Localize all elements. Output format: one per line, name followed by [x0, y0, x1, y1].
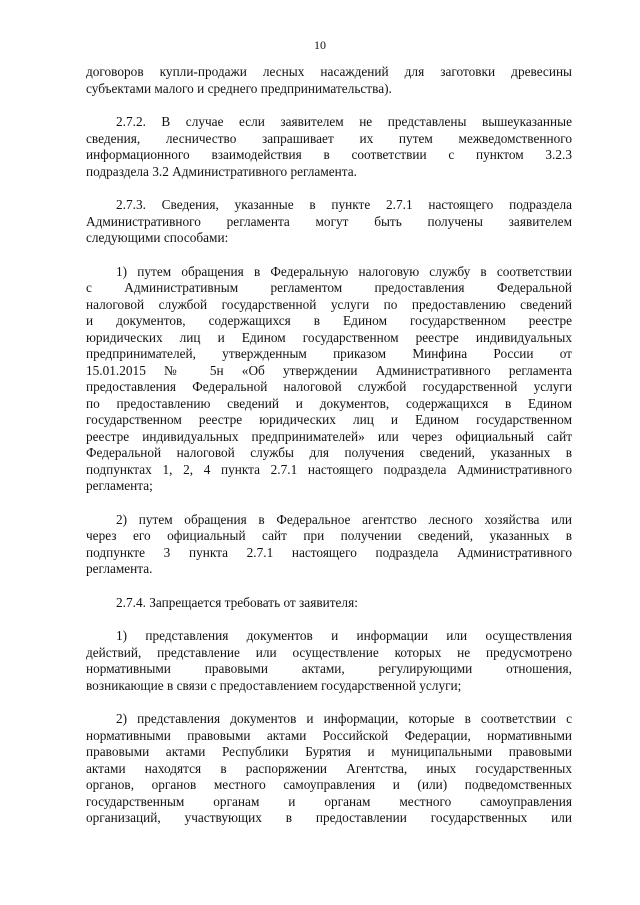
text-line: договоров купли-продажи лесных насаждений для заготовки древесины [86, 64, 572, 79]
paragraph [86, 711, 572, 827]
text-line: регламента; [86, 478, 153, 493]
text-line: предпринимателей, утвержденным приказом Минфина России от [86, 346, 572, 361]
text-line: 1) представления документов и информации или осуществления [116, 628, 572, 643]
text-line: подпункте 3 пункта 2.7.1 настоящего подраздела Административного [86, 544, 572, 560]
text-line: Административного регламента могут быть получены заявителем [86, 213, 572, 229]
text-line: актами находятся в распоряжении Агентства, иных государственных [86, 760, 572, 776]
page-number: 10 [314, 38, 326, 52]
text-line: налоговой службой государственной услуги по предоставлению сведений [86, 296, 572, 312]
text-line: 2) путем обращения в Федеральное агентство лесного хозяйства или [116, 511, 572, 527]
text-line: 2.7.2. В случае если заявителем не представлены вышеуказанные [116, 114, 572, 129]
text-line: нормативными правовыми актами, регулирующими отношения, [86, 661, 572, 676]
text-line: подпунктах 1, 2, 4 пункта 2.7.1 настоящего подраздела Административного [86, 461, 572, 477]
text-line: подраздела 3.2 Административного регламента. [86, 163, 357, 179]
text-line: юридических лиц и Едином государственном реестре индивидуальных [86, 329, 572, 345]
paragraph [86, 628, 572, 694]
text-line: государственном реестре юридических лиц и Едином государственном [86, 412, 572, 427]
text-line: с Административным регламентом предоставления Федеральной [86, 280, 572, 295]
text-line: 2) представления документов и информации, которые в соответствии с [116, 711, 572, 726]
text-line: субъектами малого и среднего предпринимательства). [86, 80, 392, 96]
text-line: 1) путем обращения в Федеральную налоговую службу в соответствии [116, 263, 572, 279]
paragraph [86, 64, 572, 97]
text-line: 2.7.4. Запрещается требовать от заявителя: [116, 594, 358, 610]
text-line: и документов, содержащихся в Едином государственном реестре [86, 313, 572, 328]
text-line: 2.7.3. Сведения, указанные в пункте 2.7.1 настоящего подраздела [116, 197, 572, 212]
text-line: правовыми актами Республики Бурятия и муниципальными правовыми [86, 744, 572, 759]
text-line: органов, органов местного самоуправления и (или) подведомственных [86, 777, 572, 792]
text-line: реестре индивидуальных предпринимателей» или через официальный сайт [86, 428, 572, 444]
text-line: по предоставлению сведений и документов, содержащихся в Едином [86, 395, 572, 411]
document-body [86, 64, 572, 844]
paragraph [86, 512, 572, 578]
text-line: возникающие в связи с предоставлением государственной услуги; [86, 677, 462, 693]
paragraph [86, 595, 572, 612]
text-line: регламента. [86, 561, 153, 576]
text-line: действий, представление или осуществление которых не предусмотрено [86, 644, 572, 660]
text-line: 15.01.2015 № 5н «Об утверждении Административного регламента [86, 362, 572, 378]
text-line: государственным органам и органам местного самоуправления [86, 793, 572, 809]
text-line: организаций, участвующих в предоставлении государственных или [86, 810, 572, 825]
text-line: Федеральной налоговой службы для получения сведений, указанных в [86, 445, 572, 460]
text-line: нормативными правовыми актами Российской Федерации, нормативными [86, 727, 572, 743]
paragraph [86, 114, 572, 180]
paragraph [86, 264, 572, 495]
text-line: информационного взаимодействия в соответствии с пунктом 3.2.3 [86, 147, 572, 162]
text-line: следующими способами: [86, 230, 229, 245]
paragraph [86, 197, 572, 247]
text-line: предоставления Федеральной налоговой службой государственной услуги [86, 379, 572, 394]
text-line: через его официальный сайт при получении сведений, указанных в [86, 528, 572, 543]
text-line: сведения, лесничество запрашивает их путем межведомственного [86, 130, 572, 146]
